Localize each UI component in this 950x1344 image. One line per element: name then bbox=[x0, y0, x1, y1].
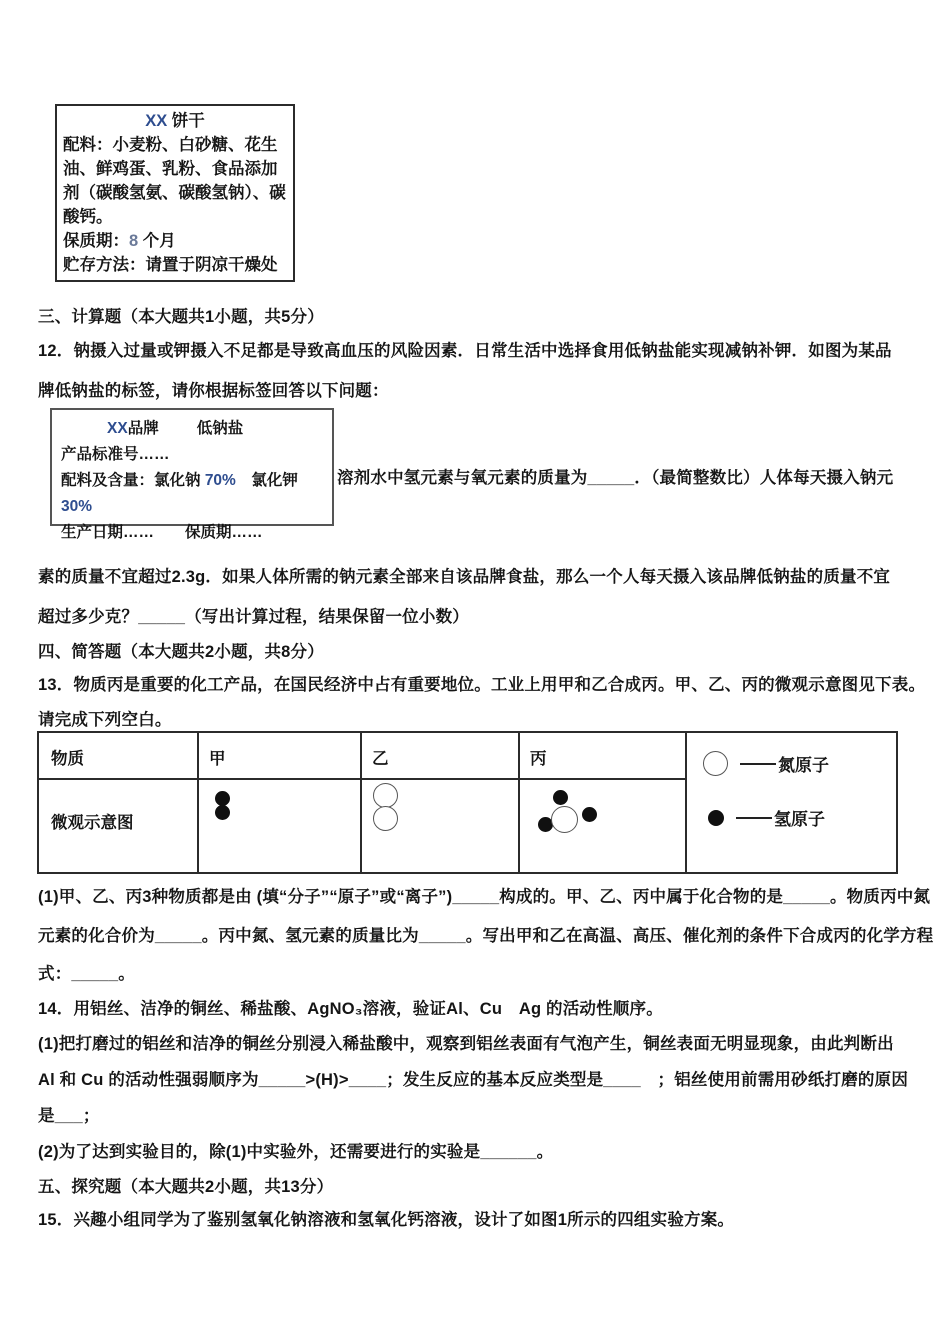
table-divider bbox=[39, 778, 685, 780]
table-row-label: 微观示意图 bbox=[51, 814, 134, 832]
table-divider bbox=[360, 733, 362, 872]
open-circle-icon bbox=[703, 751, 728, 776]
biscuit-shelf-life bbox=[63, 229, 287, 253]
q14-line2: (1)把打磨过的铝丝和洁净的铜丝分别浸入稀盐酸中，观察到铝丝表面有气泡产生，铜丝表面无明显现象，由此判断出 bbox=[38, 1035, 894, 1053]
salt-brand: XX bbox=[107, 420, 128, 437]
table-header-yi: 乙 bbox=[372, 750, 389, 768]
legend-row-hydrogen bbox=[703, 805, 825, 830]
legend-label-nitrogen: 氮原子 bbox=[778, 756, 829, 775]
section4-heading: 四、简答题（本大题共2小题，共8分） bbox=[38, 643, 324, 661]
salt-ingredients-line bbox=[61, 468, 323, 520]
biscuit-ingredients: 配料：小麦粉、白砂糖、花生油、鲜鸡蛋、乳粉、食品添加剂（碳酸氢氨、碳酸氢钠）、碳酸钙。 bbox=[63, 136, 286, 226]
hydrogen-atom-icon bbox=[215, 791, 230, 806]
atom-legend bbox=[687, 733, 894, 872]
nacl-percent: 70% bbox=[204, 472, 236, 489]
table-divider bbox=[197, 733, 199, 872]
q14-line4: 是___； bbox=[38, 1107, 100, 1125]
q12-line3: 素的质量不宜超过2.3g．如果人体所需的钠元素全部来自该品牌食盐，那么一个人每天摄入该品牌低钠盐的质量不宜 bbox=[38, 568, 891, 586]
table-header-bing: 丙 bbox=[530, 750, 547, 768]
nitrogen-atom-icon bbox=[373, 806, 398, 831]
q14-line1: 14．用铝丝、洁净的铜丝、稀盐酸、AgNO₃溶液，验证Al、Cu Ag 的活动性顺序。 bbox=[38, 1000, 663, 1018]
hydrogen-atom-icon bbox=[582, 807, 597, 822]
molecule-diagram-bing bbox=[534, 786, 604, 844]
biscuit-label-box bbox=[55, 104, 295, 282]
salt-standard-line: 产品标准号…… bbox=[61, 446, 170, 463]
q14-line3: Al 和 Cu 的活动性强弱顺序为_____>(H)>____；发生反应的基本反应类型是____ ；铝丝使用前需用砂纸打磨的原因 bbox=[38, 1071, 909, 1089]
molecule-diagram-jia bbox=[215, 791, 230, 820]
kcl-percent: 30% bbox=[61, 498, 93, 515]
biscuit-label-title bbox=[63, 109, 287, 133]
legend-row-nitrogen bbox=[703, 751, 829, 776]
nitrogen-atom-icon bbox=[373, 783, 398, 808]
q13-part1-line2: 元素的化合价为_____。丙中氮、氢元素的质量比为_____。写出甲和乙在高温、高压、催化剂的条件下合成丙的化学方程 bbox=[38, 927, 934, 945]
biscuit-storage: 贮存方法：请置于阴凉干燥处 bbox=[63, 256, 278, 274]
q13-table bbox=[37, 731, 898, 874]
table-divider bbox=[518, 733, 520, 872]
salt-label-box bbox=[50, 408, 334, 541]
section5-heading: 五、探究题（本大题共2小题，共13分） bbox=[38, 1178, 334, 1196]
shelf-life-value: 8 bbox=[129, 232, 139, 250]
filled-circle-icon bbox=[708, 810, 724, 826]
hydrogen-atom-icon bbox=[553, 790, 568, 805]
section3-heading: 三、计算题（本大题共1小题，共5分） bbox=[38, 308, 324, 326]
q13-line1: 13．物质丙是重要的化工产品，在国民经济中占有重要地位。工业上用甲和乙合成丙。甲、乙、丙的微观示意图见下表。 bbox=[38, 676, 926, 694]
molecule-diagram-yi bbox=[373, 783, 398, 831]
salt-label-title bbox=[61, 416, 323, 442]
legend-dash bbox=[740, 763, 776, 765]
salt-ingredients-mid: 氯化钾 bbox=[235, 472, 314, 489]
salt-ingredients-prefix: 配料及含量：氯化钠 bbox=[61, 472, 205, 489]
legend-label-hydrogen: 氢原子 bbox=[774, 810, 825, 829]
q12-line4: 超过多少克？_____（写出计算过程，结果保留一位小数） bbox=[38, 608, 469, 626]
table-header-substance: 物质 bbox=[51, 750, 84, 768]
q12-side-text: 溶剂水中氢元素与氧元素的质量为_____．（最简整数比）人体每天摄入钠元 bbox=[337, 469, 894, 487]
shelf-life-unit: 个月 bbox=[138, 232, 176, 250]
legend-dash bbox=[736, 817, 772, 819]
biscuit-brand: XX bbox=[145, 112, 168, 130]
table-header-jia: 甲 bbox=[209, 750, 226, 768]
q13-part1-line1: (1)甲、乙、丙3种物质都是由 (填“分子”“原子”或“离子”)_____构成的。甲、乙、丙中属于化合物的是_____。物质丙中氮 bbox=[38, 888, 931, 906]
q13-line2: 请完成下列空白。 bbox=[38, 711, 172, 729]
biscuit-product: 饼干 bbox=[167, 112, 205, 130]
q12-line2: 牌低钠盐的标签，请你根据标签回答以下问题： bbox=[38, 382, 389, 400]
q14-line5: (2)为了达到实验目的，除(1)中实验外，还需要进行的实验是______。 bbox=[38, 1143, 554, 1161]
salt-product-name: 低钠盐 bbox=[196, 420, 244, 437]
shelf-life-label: 保质期： bbox=[63, 232, 129, 250]
nitrogen-atom-icon bbox=[551, 806, 578, 833]
q15-line1: 15．兴趣小组同学为了鉴别氢氧化钠溶液和氢氧化钙溶液，设计了如图1所示的四组实验方案。 bbox=[38, 1211, 735, 1229]
salt-brand-suffix: 品牌 bbox=[127, 420, 159, 437]
q13-part1-line3: 式：_____。 bbox=[38, 965, 135, 983]
q12-line1: 12．钠摄入过量或钾摄入不足都是导致高血压的风险因素．日常生活中选择食用低钠盐能实现减钠补钾．如图为某品 bbox=[38, 342, 892, 360]
hydrogen-atom-icon bbox=[215, 805, 230, 820]
salt-date-line: 生产日期…… 保质期…… bbox=[61, 524, 263, 541]
